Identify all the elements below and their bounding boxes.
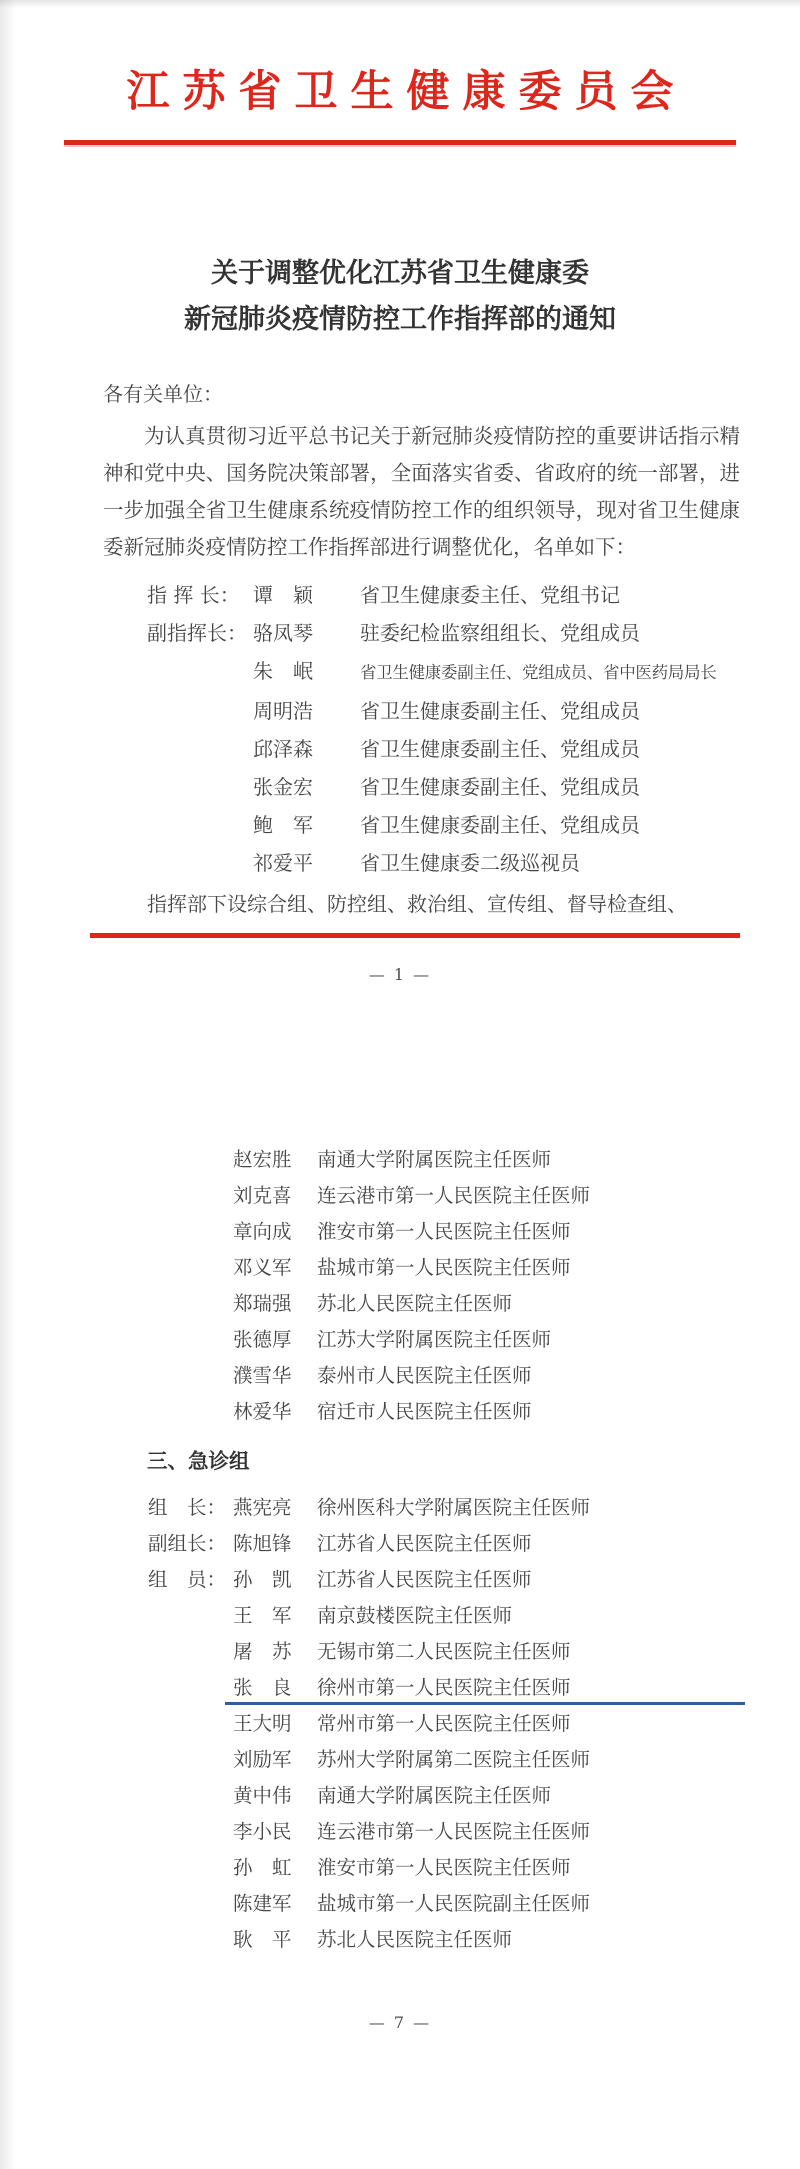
person-name: 祁爱平 (253, 850, 313, 875)
person-name: 张 良 (233, 1675, 292, 1699)
doctor-row (148, 1358, 745, 1394)
person-name: 陈建军 (233, 1891, 292, 1915)
person-name: 骆凤琴 (253, 620, 313, 645)
doctor-row (148, 1214, 745, 1250)
doctor-row (148, 1178, 745, 1214)
page-number-7: — 7 — (368, 2012, 432, 2032)
person-title: 苏州大学附属第二医院主任医师 (317, 1747, 591, 1771)
role-label: 副指挥长： (147, 620, 247, 645)
person-title: 徐州市第一人民医院主任医师 (317, 1675, 571, 1699)
person-name: 鲍 军 (253, 812, 313, 837)
role-label: 组 员： (148, 1567, 227, 1591)
person-name: 孙 虹 (233, 1855, 292, 1879)
closing-line: 指挥部下设综合组、防控组、救治组、宣传组、督导检查组、 (147, 891, 687, 916)
person-title: 省卫生健康委副主任、党组成员、省中医药局局长 (360, 662, 717, 682)
emergency-roster-row (148, 1598, 745, 1634)
doctor-row (148, 1142, 745, 1178)
person-name: 刘克喜 (233, 1183, 292, 1207)
emergency-roster-row (148, 1778, 745, 1814)
person-title: 省卫生健康委副主任、党组成员 (360, 812, 640, 837)
person-title: 淮安市第一人民医院主任医师 (317, 1855, 571, 1879)
person-title: 南通大学附属医院主任医师 (317, 1783, 552, 1807)
doctor-row (148, 1286, 745, 1322)
emergency-roster-row (148, 1886, 745, 1922)
person-title: 淮安市第一人民医院主任医师 (317, 1219, 571, 1243)
doctor-list (148, 1142, 745, 1430)
doctor-row (148, 1322, 745, 1358)
person-title: 南通大学附属医院主任医师 (317, 1147, 552, 1171)
command-roster-row (147, 768, 745, 806)
emergency-roster-row (148, 1490, 745, 1526)
emergency-roster-row (148, 1922, 745, 1958)
person-title: 南京鼓楼医院主任医师 (317, 1603, 513, 1627)
command-roster-row (147, 844, 745, 882)
person-title: 泰州市人民医院主任医师 (317, 1363, 532, 1387)
page-break-gap (0, 986, 800, 1134)
person-title: 省卫生健康委副主任、党组成员 (360, 736, 640, 761)
letterhead-title: 江苏省卫生健康委员会 (126, 67, 687, 117)
person-name: 邓义军 (233, 1255, 292, 1279)
person-name: 黄中伟 (233, 1783, 292, 1807)
person-name: 林爱华 (233, 1399, 292, 1423)
body-paragraph: 为认真贯彻习近平总书记关于新冠肺炎疫情防控的重要讲话指示精神和党中央、国务院决策部署，全面落实省委、省政府的统一部署，进一步加强全省卫生健康系统疫情防控工作的组织领导，现对省卫生健康委新冠肺炎疫情防控工作指挥部进行调整优化，名单如下： (103, 423, 740, 559)
person-name: 赵宏胜 (233, 1147, 292, 1171)
person-name: 周明浩 (253, 698, 313, 723)
person-title: 宿迁市人民医院主任医师 (317, 1399, 532, 1423)
emergency-roster-row (148, 1850, 745, 1886)
emergency-roster-row (148, 1562, 745, 1598)
person-name: 屠 苏 (233, 1639, 292, 1663)
person-name: 张金宏 (253, 774, 313, 799)
section-heading-emergency-group: 三、急诊组 (147, 1448, 250, 1473)
doctor-row (148, 1250, 745, 1286)
person-name: 谭 颖 (253, 582, 313, 607)
footer-rule (90, 933, 740, 938)
person-name: 郑瑞强 (233, 1291, 292, 1315)
person-title: 无锡市第二人民医院主任医师 (317, 1639, 571, 1663)
person-name: 耿 平 (233, 1927, 292, 1951)
role-label: 副组长： (148, 1531, 227, 1555)
person-title: 江苏省人民医院主任医师 (317, 1531, 532, 1555)
emergency-roster (148, 1490, 745, 1958)
person-name: 张德厚 (233, 1327, 292, 1351)
salutation: 各有关单位： (103, 381, 223, 406)
document-title-line2: 新冠肺炎疫情防控工作指挥部的通知 (184, 303, 616, 335)
doctor-row (148, 1394, 745, 1430)
emergency-roster-row (148, 1706, 745, 1742)
person-title: 江苏大学附属医院主任医师 (317, 1327, 552, 1351)
person-title: 连云港市第一人民医院主任医师 (317, 1819, 591, 1843)
document-title (0, 251, 800, 343)
role-label: 组 长： (148, 1495, 227, 1519)
person-title: 常州市第一人民医院主任医师 (317, 1711, 571, 1735)
person-title: 省卫生健康委副主任、党组成员 (360, 774, 640, 799)
command-roster-row (147, 652, 745, 692)
command-roster-row (147, 692, 745, 730)
person-name: 邱泽森 (253, 736, 313, 761)
person-name: 王 军 (233, 1603, 292, 1627)
person-name: 孙 凯 (233, 1567, 292, 1591)
person-title: 驻委纪检监察组组长、党组成员 (360, 620, 640, 645)
person-name: 李小民 (233, 1819, 292, 1843)
command-roster-row (147, 806, 745, 844)
command-roster-row (147, 576, 745, 614)
person-name: 章向成 (233, 1219, 292, 1243)
person-title: 苏北人民医院主任医师 (317, 1291, 513, 1315)
person-title: 省卫生健康委二级巡视员 (360, 850, 580, 875)
document-title-line1: 关于调整优化江苏省卫生健康委 (211, 257, 589, 289)
person-name: 濮雪华 (233, 1363, 292, 1387)
command-roster-row (147, 614, 745, 652)
person-name: 陈旭锋 (233, 1531, 292, 1555)
person-name: 王大明 (233, 1711, 292, 1735)
emergency-roster-row (148, 1742, 745, 1778)
command-roster-row (147, 730, 745, 768)
person-name: 刘励军 (233, 1747, 292, 1771)
letterhead-rule (64, 140, 736, 145)
person-title: 连云港市第一人民医院主任医师 (317, 1183, 591, 1207)
person-name: 朱 岷 (253, 658, 313, 683)
emergency-roster-row (148, 1634, 745, 1670)
emergency-roster-row (148, 1670, 745, 1706)
emergency-roster-row (148, 1814, 745, 1850)
person-title: 苏北人民医院主任医师 (317, 1927, 513, 1951)
page-number-1: — 1 — (368, 964, 432, 984)
role-label: 指 挥 长： (147, 582, 240, 607)
emergency-roster-row (148, 1526, 745, 1562)
person-title: 徐州医科大学附属医院主任医师 (317, 1495, 591, 1519)
person-name: 燕宪亮 (233, 1495, 292, 1519)
person-title: 省卫生健康委主任、党组书记 (360, 582, 620, 607)
person-title: 江苏省人民医院主任医师 (317, 1567, 532, 1591)
person-title: 盐城市第一人民医院主任医师 (317, 1255, 571, 1279)
command-roster (147, 576, 745, 882)
person-title: 盐城市第一人民医院副主任医师 (317, 1891, 591, 1915)
person-title: 省卫生健康委副主任、党组成员 (360, 698, 640, 723)
